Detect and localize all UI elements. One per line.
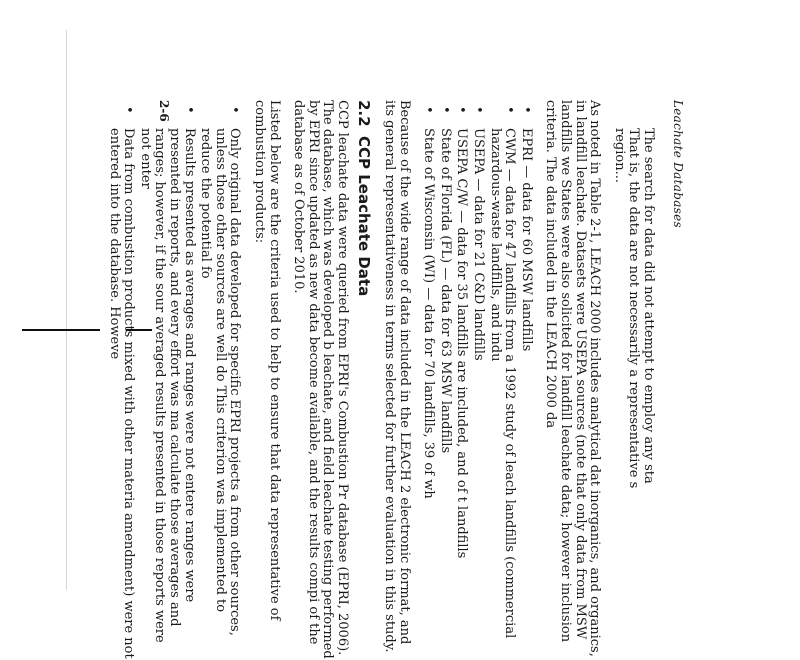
bullet-icon: •: [454, 106, 470, 114]
bullet-icon: •: [227, 106, 243, 114]
bullet-icon: •: [437, 106, 453, 114]
bullet-icon: •: [421, 106, 437, 114]
intro-line: region...: [611, 128, 627, 183]
intro-line: That is, the data are not necessarily a representative s: [626, 128, 642, 489]
dataset-list: [421, 100, 533, 660]
list-item: • Data from combustion products mixed with other materia amendment) were not entered into the database. Howeve: [106, 106, 137, 659]
list-item: • USEPA C/W — data for 35 landfills are included, and of t landfills: [454, 106, 470, 559]
list-item: • USEPA — data for 21 C&D landfills: [471, 106, 487, 361]
bullet-icon: •: [121, 106, 137, 114]
running-header: Leachate Databases: [671, 100, 685, 228]
list-item: • State of Wisconsin (WI) — data for 70 landfills, 39 of wh: [421, 106, 437, 499]
list-item: • Only original data developed for specific EPRI projects a from other sources, unless those other sources are well do This criterion was implemented to reduce the potential fo: [198, 106, 243, 636]
rotated-document-page: [106, 100, 685, 659]
paragraph-leach-2000: As noted in Table 2-1, LEACH 2000 includes analytical dat inorganics, and organics, in landfill leachate. Datasets were USEPA sources (note that only data from MSW landfills we States were also solicited for landfill leachate data; however inclusion criteria. The data included in the LEACH 2000 da: [543, 100, 603, 657]
paragraph-criteria-intro: Listed below are the criteria used to help to ensure that data representative of combustion products:: [251, 100, 282, 621]
list-item: • EPRI — data for 60 MSW landfills: [518, 106, 534, 352]
document-body: [104, 100, 655, 660]
intro-quote: [611, 100, 655, 660]
section-title: CCP Leachate Data: [355, 136, 374, 297]
list-item: • CWM — data for 47 landfills from a 1992 study of leach landfills (commercial hazardous-waste landfills, and indu: [487, 106, 518, 639]
intro-line: The search for data did not attempt to employ any sta: [641, 128, 656, 484]
section-number: 2.2: [355, 100, 374, 127]
bullet-icon: •: [518, 106, 534, 114]
paragraph-selection: Because of the wide range of data included in the LEACH 2 electronic format, and its general representativeness in terms selected for further evaluation in this study.: [382, 100, 412, 653]
bullet-icon: •: [471, 106, 487, 114]
bullet-icon: •: [502, 106, 518, 114]
page-gutter-line: [66, 30, 67, 590]
page-number: 2-6: [157, 100, 171, 122]
list-item: • State of Florida (FL) — data for 63 MSW landfills: [437, 106, 453, 454]
scan-mark-line: [22, 329, 100, 331]
list-item: • Results presented as averages and ranges were not entere ranges were presented in reports, and every effort was ma calculate those averages and ranges; however, if the sour averaged results presented in those reports were not enter: [137, 106, 197, 643]
paragraph-ccp-query: CCP leachate data were queried from EPRI's Combustion Pr database (EPRI, 2006). The database, which was developed b leachate, and field leachate testing performed by EPRI since updated as new data become available, and the results compi of the database as of October 2010.: [291, 100, 350, 659]
criteria-list: [106, 100, 241, 660]
section-heading: [357, 100, 372, 660]
bullet-icon: •: [181, 106, 197, 114]
